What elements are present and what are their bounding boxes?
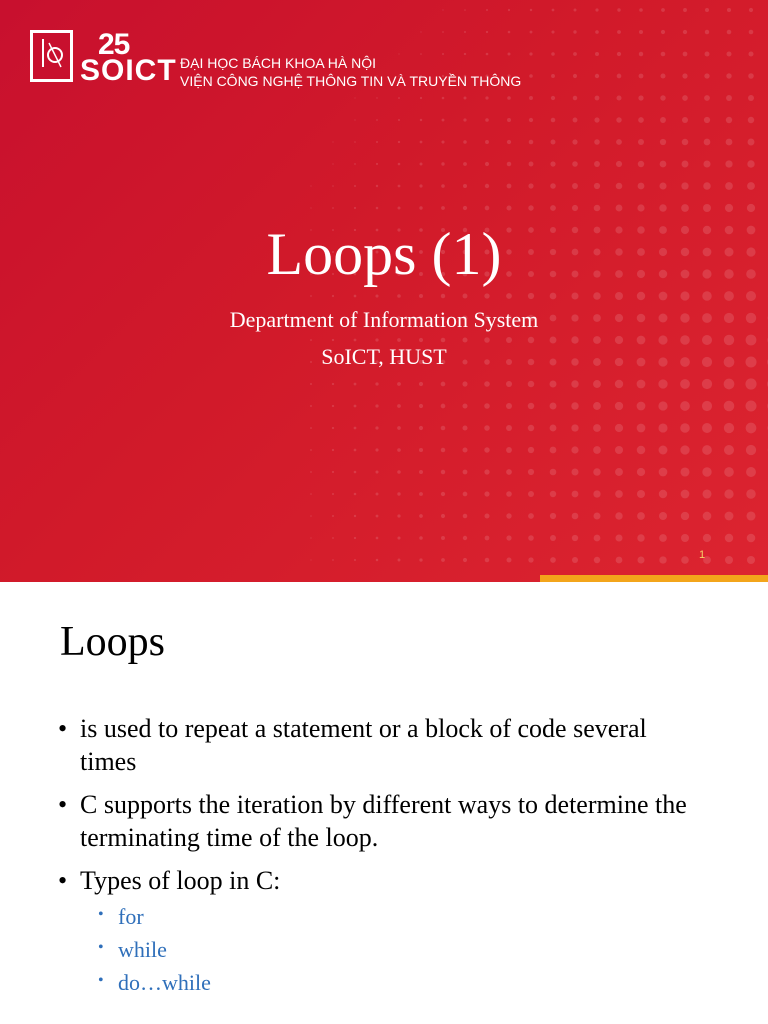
sub-bullet-text: do…while — [118, 970, 211, 995]
accent-stripe — [540, 575, 768, 582]
bullet-item — [58, 788, 698, 854]
sub-bullet-text: while — [118, 937, 167, 962]
sub-bullet-icon: • — [98, 939, 104, 956]
slide-number: 1 — [699, 549, 706, 561]
bullet-text: Types of loop in C: — [80, 866, 281, 895]
sub-bullet-text: for — [118, 904, 144, 929]
bach-khoa-logo — [30, 30, 73, 82]
university-name: ĐẠI HỌC BÁCH KHOA HÀ NỘI — [180, 55, 377, 71]
logo-emblem — [33, 33, 70, 73]
bullet-text: C supports the iteration by different ways to determine the terminating time of the loop. — [80, 790, 687, 852]
bullet-icon: • — [58, 790, 68, 819]
slide-title: Loops (1) — [266, 221, 502, 287]
bullet-item — [58, 864, 698, 897]
anniversary-25-logo: 25 — [98, 28, 130, 61]
bullet-text: is used to repeat a statement or a block of code several times — [80, 714, 647, 776]
sub-bullet-icon: • — [98, 972, 104, 989]
sub-bullet-icon: • — [98, 906, 104, 923]
soict-logo-text: SOICT — [80, 54, 177, 87]
logo-caption-bar — [33, 73, 70, 79]
bullet-item — [58, 712, 698, 778]
bullet-icon: • — [58, 866, 68, 895]
institute-name: VIỆN CÔNG NGHỆ THÔNG TIN VÀ TRUYỀN THÔNG — [180, 73, 522, 89]
organization-subtitle: SoICT, HUST — [321, 344, 447, 369]
sub-bullet-item — [98, 937, 167, 963]
content-slide — [0, 582, 768, 1024]
sub-bullet-item — [98, 904, 144, 930]
content-slide-title: Loops — [60, 619, 165, 665]
department-subtitle: Department of Information System — [229, 307, 539, 332]
sub-bullet-item — [98, 970, 211, 996]
bullet-icon: • — [58, 714, 68, 743]
